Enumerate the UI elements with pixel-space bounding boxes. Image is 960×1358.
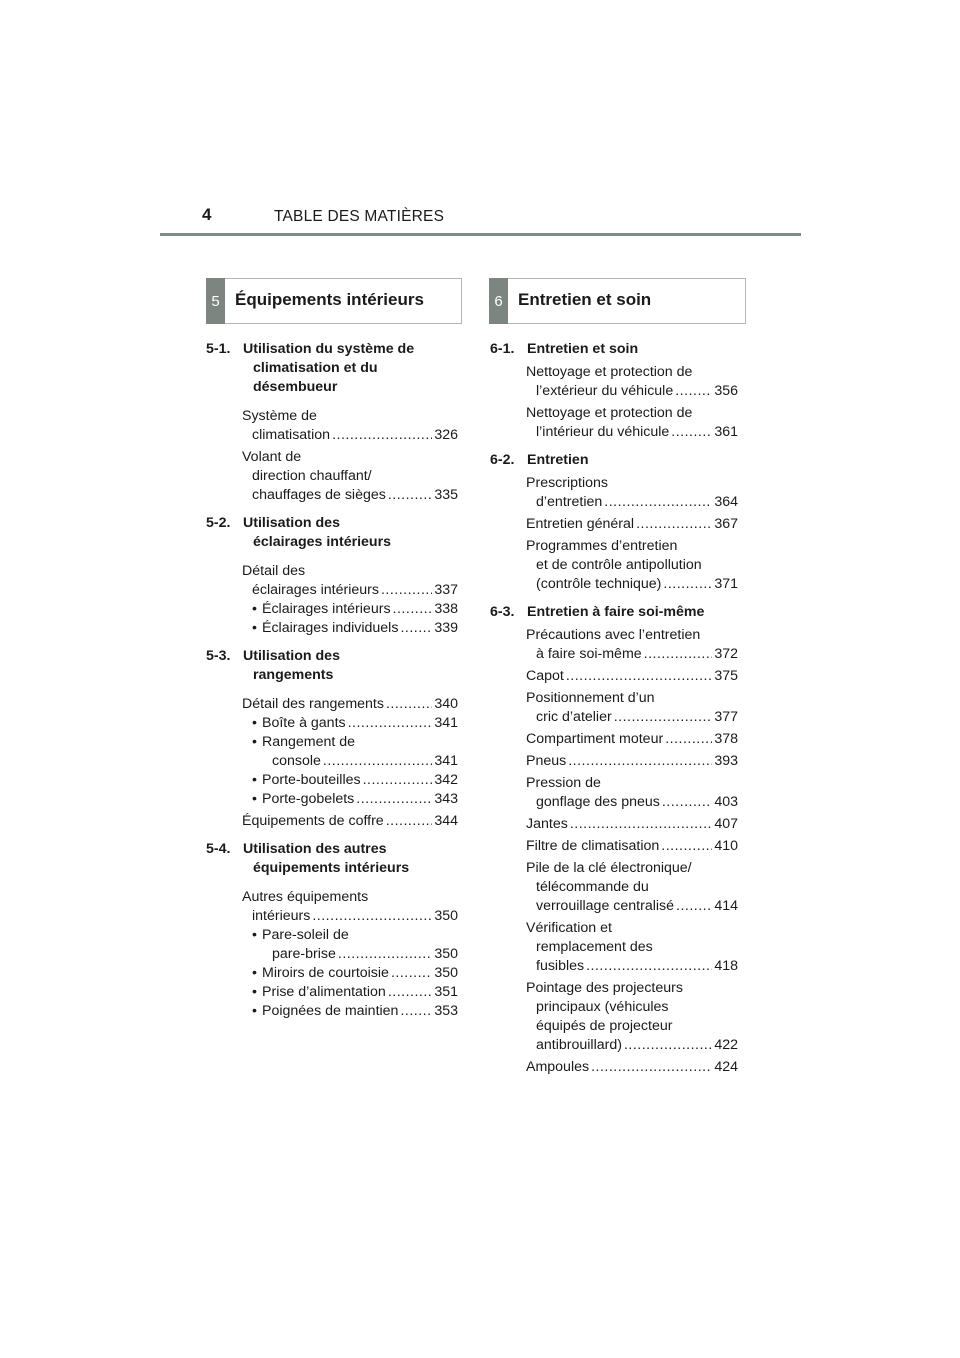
page-ref: 353 xyxy=(434,1003,458,1019)
toc-bullet-entry[interactable]: • Porte-bouteilles ..... 342 xyxy=(252,771,458,790)
toc-subsection-5-3[interactable]: 5-3. Utilisation des rangements xyxy=(206,648,340,683)
toc-entry[interactable]: Jantes ..... 407 xyxy=(526,815,738,834)
toc-subsection-5-4[interactable]: 5-4. Utilisation des autres équipements intérieurs xyxy=(206,841,410,876)
toc-entry[interactable]: Autres équipements intérieurs ..... 350 xyxy=(242,888,458,926)
page-ref: 410 xyxy=(714,838,738,854)
page-ref: 341 xyxy=(434,715,458,731)
page-ref: 378 xyxy=(714,731,738,747)
toc-subsection-6-3[interactable]: 6-3. Entretien à faire soi-même xyxy=(490,604,705,620)
page-ref: 342 xyxy=(434,772,458,788)
toc-entry[interactable]: Pression de gonflage des pneus ..... 403 xyxy=(526,774,738,812)
toc-bullet-entry[interactable]: • Éclairages intérieurs ..... 338 xyxy=(252,600,458,619)
toc-bullet-entry[interactable]: • Prise d’alimentation ..... 351 xyxy=(252,983,458,1002)
toc-entry[interactable]: Détail des rangements ..... 340 xyxy=(242,695,458,714)
section-header-5 xyxy=(206,278,462,324)
page-ref: 326 xyxy=(434,427,458,443)
page-ref: 371 xyxy=(714,576,738,592)
toc-entry[interactable]: Détail des éclairages intérieurs ..... 337 xyxy=(242,562,458,600)
section-number-tab: 6 xyxy=(489,278,508,324)
toc-bullet-entry[interactable]: • Éclairages individuels ..... 339 xyxy=(252,619,458,638)
toc-entry[interactable]: Nettoyage et protection de l’intérieur du véhicule ..... 361 xyxy=(526,404,738,442)
section-title: Équipements intérieurs xyxy=(235,290,424,309)
page-ref: 367 xyxy=(714,516,738,532)
toc-entry[interactable]: Programmes d’entretien et de contrôle antipollution (contrôle technique) ..... 371 xyxy=(526,537,738,594)
toc-bullet-entry[interactable]: • Poignées de maintien ..... 353 xyxy=(252,1002,458,1021)
page-ref: 377 xyxy=(714,709,738,725)
section-header-6 xyxy=(489,278,746,324)
toc-bullet-entry[interactable]: • Pare-soleil de pare-brise ..... 350 xyxy=(252,926,458,964)
section-title: Entretien et soin xyxy=(518,290,652,309)
page-ref: 361 xyxy=(714,424,738,440)
page-ref: 424 xyxy=(714,1059,738,1075)
toc-entry[interactable]: Volant de direction chauffant/ chauffages de sièges ..... 335 xyxy=(242,448,458,505)
toc-entry[interactable]: Capot ..... 375 xyxy=(526,667,738,686)
toc-entry[interactable]: Positionnement d’un cric d’atelier ..... 377 xyxy=(526,689,738,727)
page-title: TABLE DES MATIÈRES xyxy=(274,208,445,225)
page-ref: 341 xyxy=(434,753,458,769)
toc-subsection-5-2[interactable]: 5-2. Utilisation des éclairages intérieurs xyxy=(206,515,392,550)
toc-column-6 xyxy=(490,340,738,1080)
toc-entry[interactable]: Pneus ..... 393 xyxy=(526,752,738,771)
toc-bullet-entry[interactable]: • Miroirs de courtoisie ..... 350 xyxy=(252,964,458,983)
page-ref: 350 xyxy=(434,908,458,924)
toc-subsection-6-1[interactable]: 6-1. Entretien et soin xyxy=(490,341,639,357)
page-ref: 338 xyxy=(434,601,458,617)
page-ref: 344 xyxy=(434,813,458,829)
section-number-tab: 5 xyxy=(206,278,225,324)
page-ref: 343 xyxy=(434,791,458,807)
toc-bullet-entry[interactable]: • Boîte à gants ..... 341 xyxy=(252,714,458,733)
toc-entry[interactable]: Ampoules ..... 424 xyxy=(526,1058,738,1077)
toc-entry[interactable]: Pointage des projecteurs principaux (véhicules équipés de projecteur antibrouillard) ..... 422 xyxy=(526,979,738,1055)
page-ref: 393 xyxy=(714,753,738,769)
page-ref: 407 xyxy=(714,816,738,832)
toc-subsection-5-1[interactable]: 5-1. Utilisation du système de climatisation et du désembueur xyxy=(206,341,415,395)
page-number: 4 xyxy=(202,205,212,224)
toc-entry[interactable]: Prescriptions d’entretien ..... 364 xyxy=(526,474,738,512)
toc-entry[interactable]: Entretien général ..... 367 xyxy=(526,515,738,534)
toc-entry[interactable]: Nettoyage et protection de l’extérieur du véhicule ..... 356 xyxy=(526,363,738,401)
toc-column-5 xyxy=(206,340,458,1021)
page-ref: 375 xyxy=(714,668,738,684)
page-ref: 350 xyxy=(434,965,458,981)
header-divider xyxy=(160,233,801,236)
toc-entry[interactable]: Pile de la clé électronique/ télécommande du verrouillage centralisé ..... 414 xyxy=(526,859,738,916)
page-ref: 356 xyxy=(714,383,738,399)
page-ref: 414 xyxy=(714,898,738,914)
page-header xyxy=(160,203,800,235)
page-ref: 422 xyxy=(714,1037,738,1053)
page-ref: 372 xyxy=(714,646,738,662)
page-ref: 351 xyxy=(434,984,458,1000)
toc-entry[interactable]: Filtre de climatisation ..... 410 xyxy=(526,837,738,856)
page-ref: 403 xyxy=(714,794,738,810)
toc-entry[interactable]: Équipements de coffre ..... 344 xyxy=(242,812,458,831)
toc-entry[interactable]: Système de climatisation ..... 326 xyxy=(242,407,458,445)
toc-subsection-6-2[interactable]: 6-2. Entretien xyxy=(490,452,589,468)
page-ref: 364 xyxy=(714,494,738,510)
toc-entry[interactable]: Vérification et remplacement des fusibles ..... 418 xyxy=(526,919,738,976)
page-ref: 337 xyxy=(434,582,458,598)
page-ref: 339 xyxy=(434,620,458,636)
page-ref: 350 xyxy=(434,946,458,962)
toc-entry[interactable]: Compartiment moteur ..... 378 xyxy=(526,730,738,749)
page-ref: 340 xyxy=(434,696,458,712)
toc-bullet-entry[interactable]: • Porte-gobelets ..... 343 xyxy=(252,790,458,809)
page-ref: 335 xyxy=(434,487,458,503)
toc-entry[interactable]: Précautions avec l’entretien à faire soi-même ..... 372 xyxy=(526,626,738,664)
page-ref: 418 xyxy=(714,958,738,974)
toc-bullet-entry[interactable]: • Rangement de console ..... 341 xyxy=(252,733,458,771)
